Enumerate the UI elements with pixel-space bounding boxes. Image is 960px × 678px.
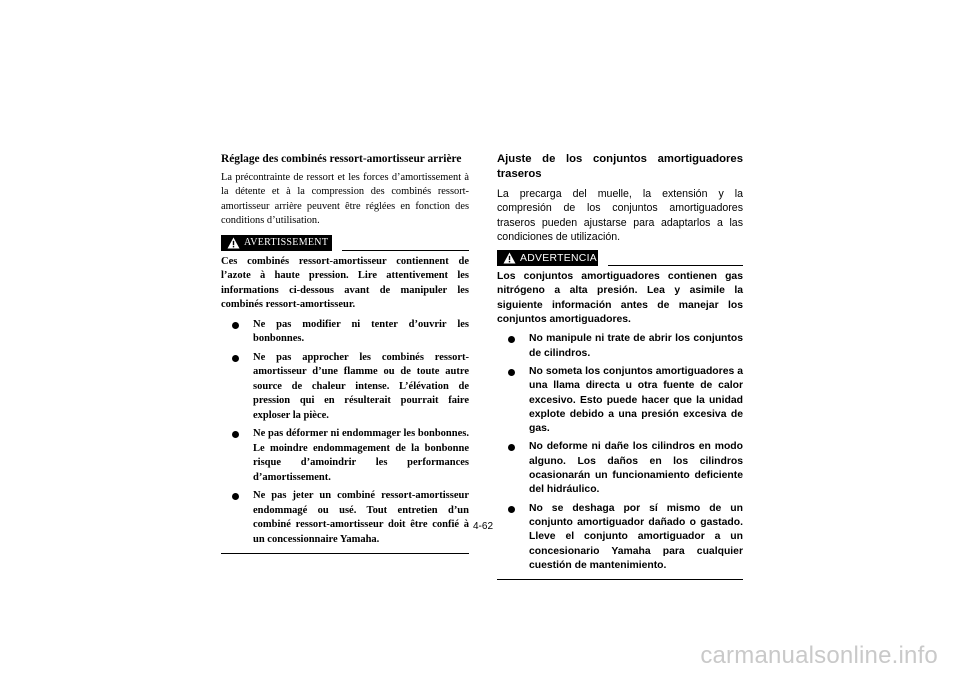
- bullet-dot-icon: [508, 336, 515, 343]
- warning-list: [221, 318, 469, 548]
- warning-label: ADVERTENCIA: [520, 252, 598, 264]
- warning-text: Los conjuntos amortiguadores contienen gas nitrógeno a alta presión. Lea y asimile la siguiente información antes de manejar los conjuntos amortiguadores.: [497, 271, 743, 326]
- warning-banner: [221, 235, 469, 251]
- spanish-column: [497, 152, 743, 580]
- warning-text: Ces combinés ressort-amortisseur contiennent de l’azote à haute pression. Lire attentivement les informations ci-dessous avant de manipuler les combinés ressort-amortisseur.: [221, 255, 469, 310]
- warning-triangle-icon: [227, 237, 240, 249]
- list-item: Ne pas déformer ni endommager les bonbonnes. Le moindre endommagement de la bonbonne risque d’amoindrir les performances d’amortissement.: [221, 427, 469, 485]
- list-item: No se deshaga por sí mismo de un conjunto amortiguador dañado o gastado. Lleve el conjunto amortiguador a un concesionario Yamaha para cualquier cuestión de mantenimiento.: [497, 502, 743, 573]
- section-end-rule: [221, 553, 469, 554]
- warning-badge: [221, 235, 332, 251]
- warning-list: [497, 332, 743, 573]
- warning-banner: [497, 250, 743, 266]
- bullet-dot-icon: [232, 322, 239, 329]
- warning-rule: [342, 250, 469, 251]
- bullet-dot-icon: [232, 431, 239, 438]
- list-item: No someta los conjuntos amortiguadores a una llama directa u otra fuente de calor excesivo. Esto puede hacer que la unidad explote debido a una presión excesiva de gas.: [497, 365, 743, 436]
- list-item: Ne pas modifier ni tenter d’ouvrir les bonbonnes.: [221, 318, 469, 347]
- warning-triangle-icon: [503, 252, 516, 264]
- french-column: [221, 152, 469, 554]
- intro-paragraph: La précontrainte de ressort et les forces d’amortissement à la détente et à la compression des combinés ressort-amortisseur arrière peuvent être réglées en fonction des conditions d’utilisation.: [221, 171, 469, 226]
- bullet-dot-icon: [508, 506, 515, 513]
- page-number: 4-62: [472, 521, 493, 532]
- bullet-dot-icon: [232, 355, 239, 362]
- list-item: No deforme ni dañe los cilindros en modo alguno. Los daños en los cilindros ocasionarán un funcionamiento deficiente del hidráulico.: [497, 440, 743, 497]
- section-heading: Ajuste de los conjuntos amortiguadores traseros: [497, 153, 743, 180]
- section-heading: Réglage des combinés ressort-amortisseur arrière: [221, 153, 462, 165]
- intro-paragraph: La precarga del muelle, la extensión y la compresión de los conjuntos amortiguadores traseros pueden ajustarse para adaptarlos a las condiciones de utilización.: [497, 188, 743, 243]
- warning-label: AVERTISSEMENT: [244, 237, 329, 248]
- list-item: Ne pas jeter un combiné ressort-amortisseur endommagé ou usé. Tout entretien d’un combiné ressort-amortisseur doit être confié à un concessionnaire Yamaha.: [221, 489, 469, 547]
- list-item: Ne pas approcher les combinés ressort-amortisseur d’une flamme ou de toute autre source de chaleur intense. L’élévation de pression qui en résulterait pourrait faire exploser la pièce.: [221, 351, 469, 424]
- section-end-rule: [497, 579, 743, 580]
- watermark: carmanualsonline.info: [700, 642, 938, 669]
- bullet-dot-icon: [508, 369, 515, 376]
- bullet-dot-icon: [508, 444, 515, 451]
- bullet-dot-icon: [232, 493, 239, 500]
- list-item: No manipule ni trate de abrir los conjuntos de cilindros.: [497, 332, 743, 361]
- warning-badge: [497, 250, 598, 266]
- warning-rule: [608, 265, 743, 266]
